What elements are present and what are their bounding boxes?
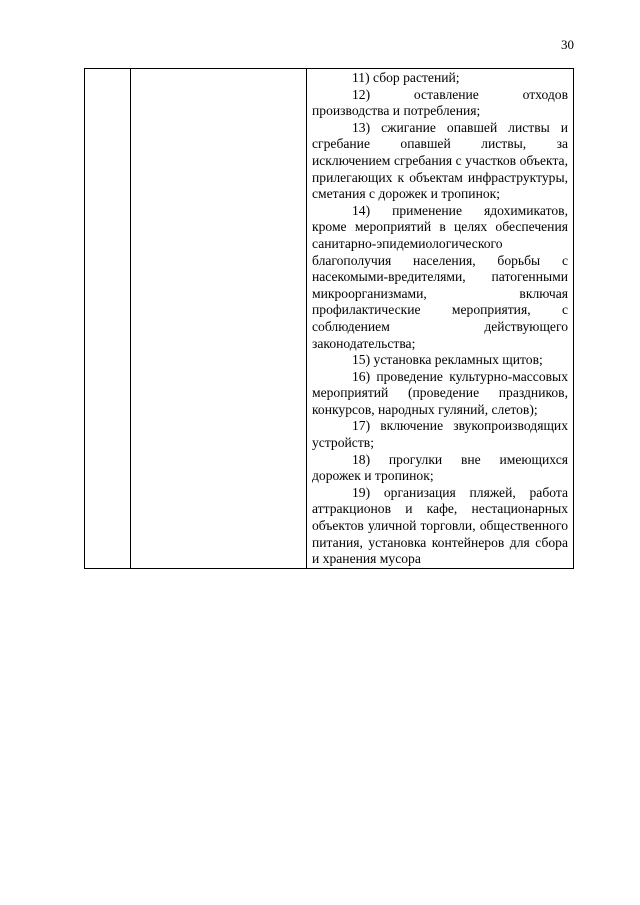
list-item: 19) организация пляжей, работа аттракционов и кафе, нестационарных объектов уличной торговли, общественного питания, установка контейнеров для сбора и хранения мусора [312, 484, 568, 567]
list-item: 11) сбор растений; [352, 70, 460, 85]
list-item: 12) оставление отходов производства и потребления; [312, 86, 568, 119]
list-item: 14) применение ядохимикатов, кроме мероприятий в целях обеспечения санитарно-эпидемиологического благополучия населения, борьбы с насекомыми-вредителями, патогенными микроорганизмами, включая профилактические мероприятия, с соблюдением действующего законодательства; [312, 202, 568, 351]
list-item: 16) проведение культурно-массовых мероприятий (проведение праздников, конкурсов, народных гуляний, слетов); [312, 368, 568, 417]
list-item: 17) включение звукопроизводящих устройств; [312, 418, 568, 451]
table-cell-restrictions [307, 69, 574, 569]
restrictions-table [84, 68, 574, 569]
list-item: 15) установка рекламных щитов; [352, 352, 543, 368]
table-cell-number [85, 69, 131, 569]
table-row [85, 69, 574, 569]
table-cell-name [131, 69, 307, 569]
list-item: 13) сжигание опавшей листвы и сгребание опавшей листвы, за исключением сгребания с участков объекта, прилегающих к объектам инфраструктуры, сметания с дорожек и тропинок; [312, 119, 568, 202]
page-number: 30 [561, 37, 574, 52]
list-item: 18) прогулки вне имеющихся дорожек и тропинок; [312, 451, 568, 484]
